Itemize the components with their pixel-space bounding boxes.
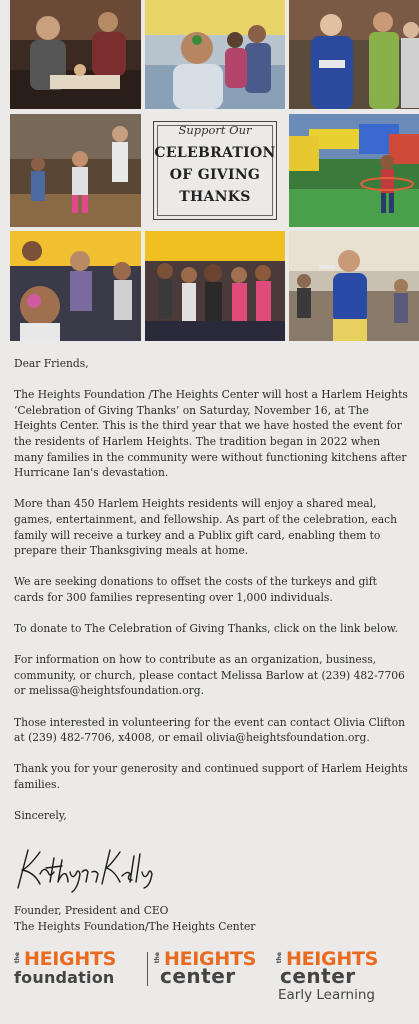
logo-heights-word-2: HEIGHTS <box>164 948 256 970</box>
event-title-line-3: THANKS <box>179 189 251 205</box>
letter-greeting: Dear Friends, <box>14 357 89 370</box>
letter-paragraph-3: We are seeking donations to offset the costs of the turkeys and gift cards for 300 families representing over 1,000 individuals. <box>14 575 377 604</box>
logo-heights-word-3: HEIGHTS <box>286 948 378 970</box>
logo-divider <box>147 952 148 986</box>
logo-strip <box>14 950 409 1010</box>
photo-boy-hula-hoop <box>289 114 419 227</box>
letter-paragraph-6: Those interested in volunteering for the event can contact Olivia Clifton at (239) 482-7706, x4008, or email olivia@heightsfoundation.org. <box>14 715 406 745</box>
letter-paragraph-5: For information on how to contribute as an organization, business, community, or church, please contact Melissa Barlow at (239) 482-7706 or melissa@heightsfoundation.org. <box>14 653 405 698</box>
photo-group-of-kids <box>145 231 285 341</box>
logo-the-small-3: the <box>276 952 283 964</box>
logo-center-word-1: center <box>160 964 236 988</box>
photo-collage <box>10 0 419 341</box>
logo-the-small-2: the <box>154 952 161 964</box>
logo-early-learning: Early Learning <box>278 987 375 1003</box>
handwritten-signature <box>10 838 160 893</box>
letter-closing: Sincerely, <box>14 809 67 823</box>
photo-woman-with-microphone <box>289 231 419 341</box>
event-title-line-2: OF GIVING <box>169 167 261 183</box>
title-card <box>145 114 285 227</box>
logo-center-word-2: center <box>280 964 356 988</box>
event-title-line-1: CELEBRATION <box>154 145 276 161</box>
photo-women-standing <box>289 0 419 109</box>
photo-girl-face-paint <box>10 231 141 341</box>
letter-paragraph-7: Thank you for your generosity and continued support of Harlem Heights families. <box>14 762 408 792</box>
title-support-line: Support Our <box>178 123 252 137</box>
logo-the-small-1: the <box>14 952 21 964</box>
signer-title <box>14 903 404 934</box>
logo-heights-word-1: HEIGHTS <box>24 948 116 970</box>
letter-paragraph-1: The Heights Foundation /The Heights Center will host a Harlem Heights ‘Celebration of Giving Thanks’ on Saturday, November 16, at The Heights Center. This is the third year that we have hosted the event for the residents of Harlem Heights. The tradition began in 2022 when many families in the community were without functioning kitchens after Hurricane Ian's devastation. <box>14 388 408 480</box>
event-title <box>145 142 285 208</box>
letter-paragraph-2: More than 450 Harlem Heights residents will enjoy a shared meal, games, entertainment, and fellowship. As part of the celebration, each family will receive a turkey and a Publix gift card, enabling them to prepare their Thanksgiving meals at home. <box>14 497 397 558</box>
photo-kids-playing-gym <box>10 114 141 227</box>
signer-title-line-1: Founder, President and CEO <box>14 904 169 917</box>
signer-title-line-2: The Heights Foundation/The Heights Center <box>14 919 256 933</box>
letter-paragraph-4: To donate to The Celebration of Giving Thanks, click on the link below. <box>14 622 399 636</box>
photo-boy-face-paint <box>145 0 285 109</box>
logo-foundation-word: foundation <box>14 968 115 987</box>
letter-body <box>14 356 409 839</box>
photo-women-serving-food <box>10 0 141 109</box>
